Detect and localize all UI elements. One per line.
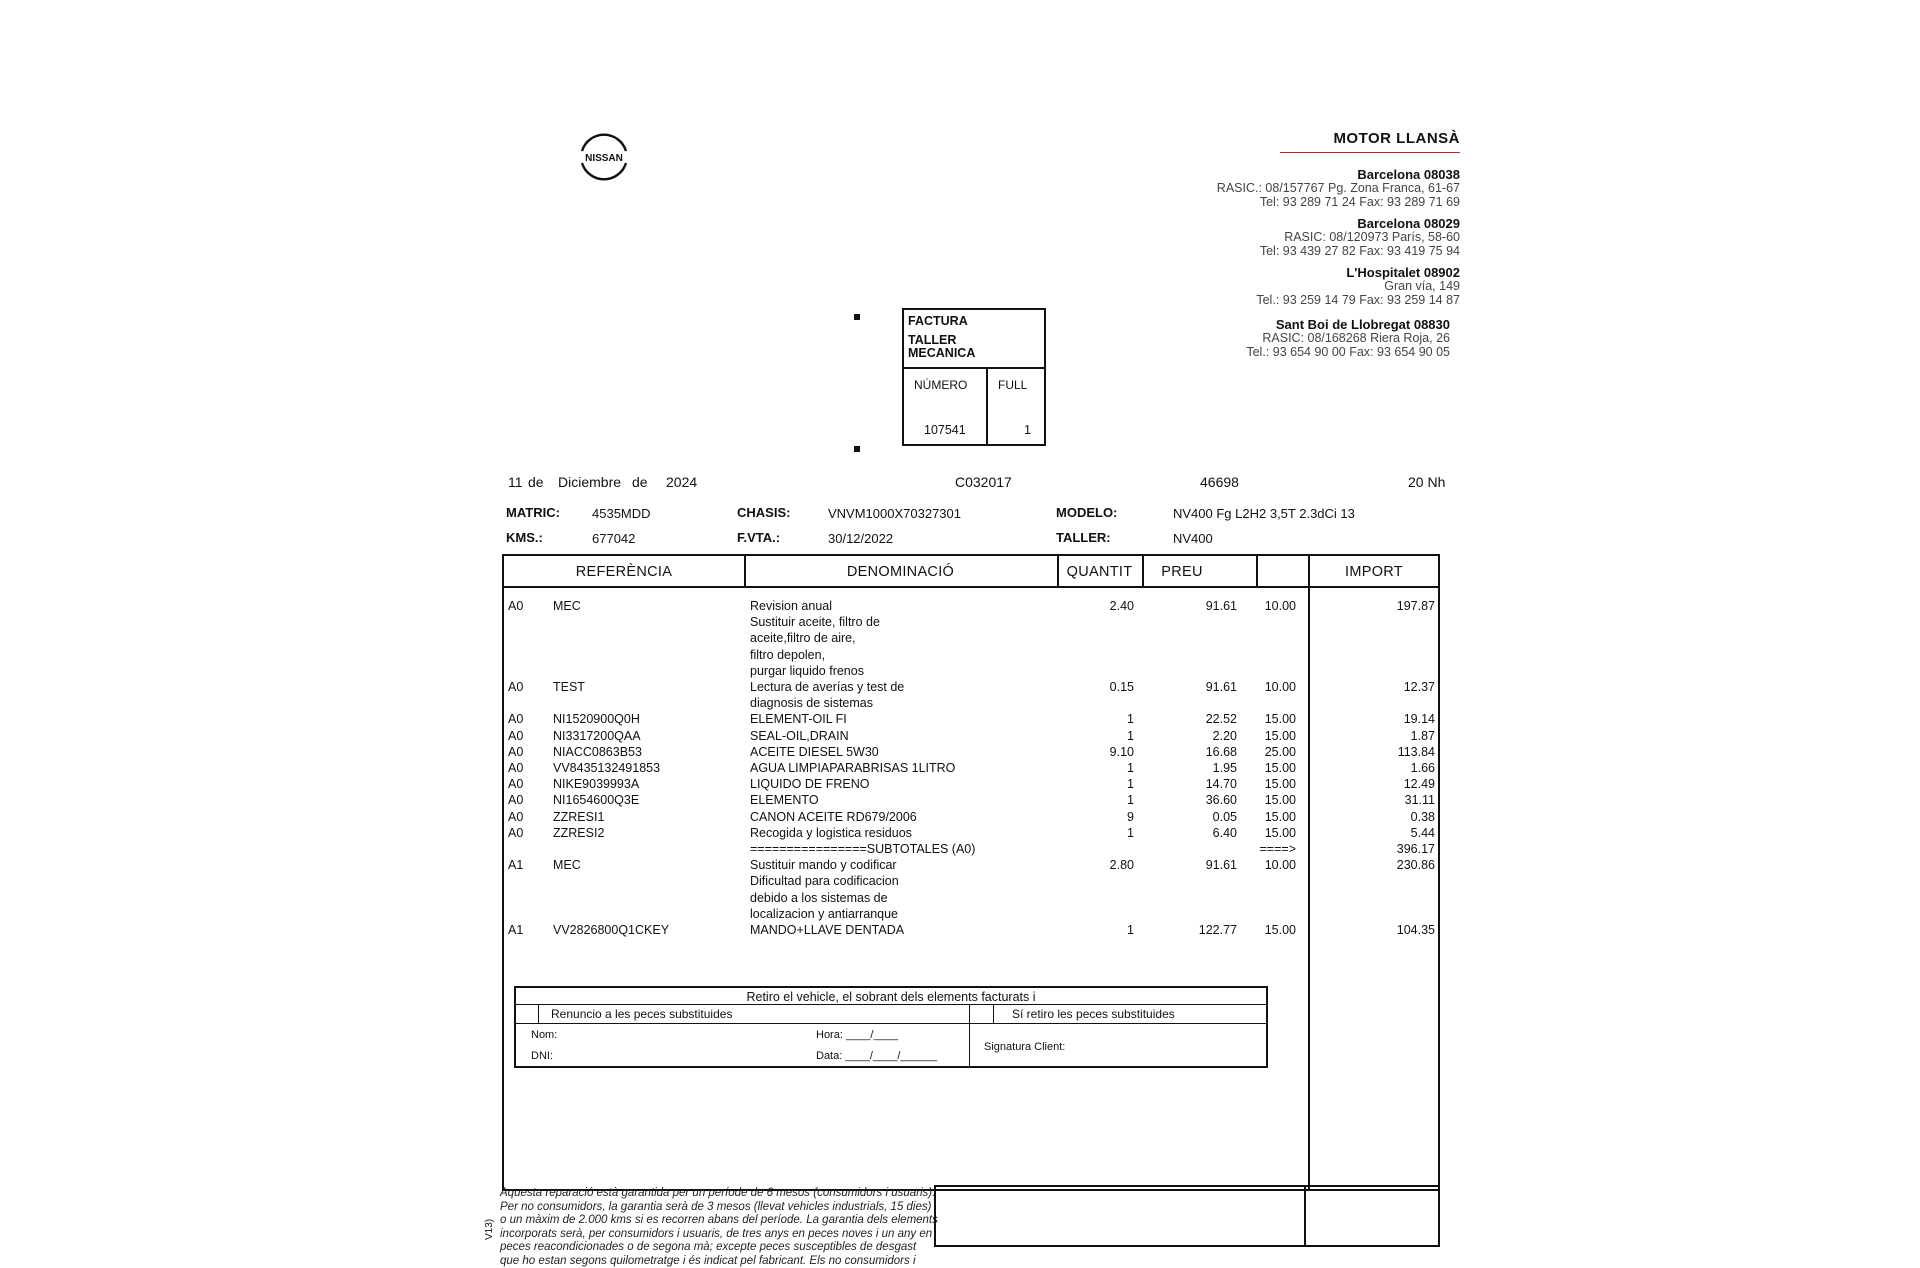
row-reference: VV2826800Q1CKEY bbox=[553, 923, 669, 937]
row-description: debido a los sistemas de bbox=[750, 891, 888, 905]
hora-field: Hora: ____/____ bbox=[816, 1029, 898, 1041]
row-reference: ZZRESI2 bbox=[553, 826, 604, 840]
row-reference: VV8435132491853 bbox=[553, 761, 660, 775]
retiro-checkbox[interactable] bbox=[993, 1004, 994, 1023]
row-description: Sustituir mando y codificar bbox=[750, 858, 897, 872]
row-group: A0 bbox=[508, 793, 523, 807]
kms-label: KMS.: bbox=[506, 530, 543, 545]
row-reference: ZZRESI1 bbox=[553, 810, 604, 824]
row-amount: 5.44 bbox=[1411, 826, 1435, 840]
row-reference: TEST bbox=[553, 680, 585, 694]
invoice-number-label: NÚMERO bbox=[914, 378, 967, 392]
row-group: A0 bbox=[508, 680, 523, 694]
invoice-lines-table bbox=[502, 554, 1440, 1191]
branch-address: RASIC.: 08/157767 Pg. Zona Franca, 61-67 bbox=[1217, 181, 1460, 195]
row-description: AGUA LIMPIAPARABRISAS 1LITRO bbox=[750, 761, 955, 775]
branch-phone: Tel: 93 289 71 24 Fax: 93 289 71 69 bbox=[1260, 195, 1460, 209]
row-description: CANON ACEITE RD679/2006 bbox=[750, 810, 917, 824]
row-description: aceite,filtro de aire, bbox=[750, 631, 856, 645]
row-description: diagnosis de sistemas bbox=[750, 696, 873, 710]
company-accent-line bbox=[1280, 152, 1460, 153]
row-group: A0 bbox=[508, 712, 523, 726]
client-number: 46698 bbox=[1200, 474, 1239, 490]
column-divider bbox=[1256, 556, 1258, 586]
guarantee-line: Per no consumidors, la garantia serà de 3 mesos (llevat vehicles industrials, 15 dies) bbox=[500, 1201, 940, 1215]
row-discount: 15.00 bbox=[1265, 777, 1296, 791]
branch-city: Barcelona 08029 bbox=[1357, 216, 1460, 231]
signatura-label: Signatura Client: bbox=[984, 1041, 1065, 1053]
row-discount: 15.00 bbox=[1265, 826, 1296, 840]
row-description: ELEMENT-OIL FI bbox=[750, 712, 847, 726]
row-reference: NIACC0863B53 bbox=[553, 745, 642, 759]
row-description: LIQUIDO DE FRENO bbox=[750, 777, 869, 791]
guarantee-line: incorporats serà, per consumidors i usuaris, de tres anys en peces noves i un any en bbox=[500, 1228, 940, 1242]
row-group: A0 bbox=[508, 729, 523, 743]
nissan-logo-text: NISSAN bbox=[585, 153, 623, 164]
invoice-subtitle: TALLER MECANICA bbox=[908, 334, 1018, 360]
header-quantit: QUANTIT bbox=[1057, 564, 1142, 580]
divider bbox=[986, 367, 988, 444]
date-day: 11 bbox=[508, 474, 523, 490]
parts-return-title: Retiro el vehicle, el sobrant dels elements facturats i bbox=[516, 990, 1266, 1004]
row-price: 91.61 bbox=[1206, 680, 1237, 694]
row-discount: ====> bbox=[1260, 842, 1297, 856]
renuncio-checkbox[interactable] bbox=[538, 1004, 539, 1023]
matric-value: 4535MDD bbox=[592, 506, 651, 521]
row-quantity: 1 bbox=[1127, 793, 1134, 807]
row-quantity: 9 bbox=[1127, 810, 1134, 824]
row-amount: 396.17 bbox=[1397, 842, 1435, 856]
date-year: 2024 bbox=[666, 474, 697, 490]
date-de: de bbox=[528, 474, 544, 490]
header-denominacio: DENOMINACIÓ bbox=[744, 564, 1057, 580]
row-discount: 15.00 bbox=[1265, 810, 1296, 824]
row-discount: 10.00 bbox=[1265, 858, 1296, 872]
branch-phone: Tel: 93 439 27 82 Fax: 93 419 75 94 bbox=[1260, 244, 1460, 258]
divider bbox=[969, 1004, 970, 1066]
branch-city: Sant Boi de Llobregat 08830 bbox=[1276, 317, 1450, 332]
date-month: Diciembre bbox=[558, 474, 621, 490]
row-amount: 197.87 bbox=[1397, 599, 1435, 613]
row-discount: 15.00 bbox=[1265, 729, 1296, 743]
row-quantity: 1 bbox=[1127, 923, 1134, 937]
row-reference: NI1520900Q0H bbox=[553, 712, 640, 726]
row-description: localizacion y antiarranque bbox=[750, 907, 898, 921]
row-group: A0 bbox=[508, 777, 523, 791]
column-divider bbox=[1308, 556, 1310, 1189]
row-amount: 113.84 bbox=[1398, 745, 1435, 759]
invoice-box bbox=[902, 308, 1046, 446]
row-quantity: 9.10 bbox=[1110, 745, 1134, 759]
branch-address: RASIC: 08/120973 París, 58-60 bbox=[1284, 230, 1460, 244]
fvta-value: 30/12/2022 bbox=[828, 531, 893, 546]
row-quantity: 1 bbox=[1127, 777, 1134, 791]
row-discount: 15.00 bbox=[1265, 793, 1296, 807]
taller-label: TALLER: bbox=[1056, 530, 1111, 545]
nissan-logo bbox=[574, 127, 634, 187]
row-amount: 12.49 bbox=[1404, 777, 1435, 791]
row-quantity: 1 bbox=[1127, 729, 1134, 743]
row-discount: 25.00 bbox=[1265, 745, 1296, 759]
row-price: 2.20 bbox=[1213, 729, 1237, 743]
registration-mark bbox=[854, 446, 860, 452]
row-description: Revision anual bbox=[750, 599, 832, 613]
modelo-label: MODELO: bbox=[1056, 505, 1117, 520]
guarantee-line: o un màxim de 2.000 kms si es recorren abans del període. La garantia dels elements bbox=[500, 1214, 940, 1228]
row-discount: 15.00 bbox=[1265, 761, 1296, 775]
row-price: 16.68 bbox=[1206, 745, 1237, 759]
row-description: Sustituir aceite, filtro de bbox=[750, 615, 880, 629]
header-preu: PREU bbox=[1142, 564, 1222, 580]
table-header-divider bbox=[504, 586, 1438, 588]
row-discount: 15.00 bbox=[1265, 712, 1296, 726]
data-field: Data: ____/____/______ bbox=[816, 1050, 937, 1062]
branch-phone: Tel.: 93 654 90 00 Fax: 93 654 90 05 bbox=[1246, 345, 1450, 359]
row-description: purgar liquido frenos bbox=[750, 664, 864, 678]
chasis-value: VNVM1000X70327301 bbox=[828, 506, 961, 521]
row-quantity: 1 bbox=[1127, 826, 1134, 840]
kms-value: 677042 bbox=[592, 531, 635, 546]
guarantee-text bbox=[500, 1187, 940, 1268]
branch-phone: Tel.: 93 259 14 79 Fax: 93 259 14 87 bbox=[1256, 293, 1460, 307]
side-code: V13) bbox=[484, 1219, 495, 1240]
row-description: filtro depolen, bbox=[750, 648, 825, 662]
matric-label: MATRIC: bbox=[506, 505, 560, 520]
row-amount: 104.35 bbox=[1397, 923, 1435, 937]
guarantee-line: Aquesta reparació està garantida per un període de 6 mesos (consumidors i usuaris). bbox=[500, 1187, 940, 1201]
row-price: 36.60 bbox=[1206, 793, 1237, 807]
row-description: ================SUBTOTALES (A0) bbox=[750, 842, 975, 856]
row-group: A1 bbox=[508, 858, 523, 872]
row-amount: 19.14 bbox=[1404, 712, 1435, 726]
row-discount: 10.00 bbox=[1265, 680, 1296, 694]
row-amount: 230.86 bbox=[1397, 858, 1435, 872]
row-reference: NIKE9039993A bbox=[553, 777, 639, 791]
divider bbox=[1304, 1187, 1306, 1245]
row-reference: NI1654600Q3E bbox=[553, 793, 639, 807]
invoice-title: FACTURA bbox=[908, 314, 968, 328]
row-discount: 15.00 bbox=[1265, 923, 1296, 937]
row-amount: 12.37 bbox=[1404, 680, 1435, 694]
row-amount: 1.87 bbox=[1411, 729, 1435, 743]
row-description: Recogida y logistica residuos bbox=[750, 826, 912, 840]
branch-city: Barcelona 08038 bbox=[1357, 167, 1460, 182]
header-referencia: REFERÈNCIA bbox=[524, 564, 724, 580]
row-price: 1.95 bbox=[1213, 761, 1237, 775]
chasis-label: CHASIS: bbox=[737, 505, 790, 520]
row-price: 0.05 bbox=[1213, 810, 1237, 824]
taller-value: NV400 bbox=[1173, 531, 1213, 546]
row-price: 91.61 bbox=[1206, 858, 1237, 872]
row-quantity: 1 bbox=[1127, 761, 1134, 775]
row-reference: MEC bbox=[553, 858, 581, 872]
divider bbox=[904, 367, 1044, 369]
row-price: 91.61 bbox=[1206, 599, 1237, 613]
fvta-label: F.VTA.: bbox=[737, 530, 780, 545]
guarantee-line: peces reacondicionades o de segona mà; excepte peces susceptibles de desgast bbox=[500, 1241, 940, 1255]
row-description: Dificultad para codificacion bbox=[750, 874, 899, 888]
company-name: MOTOR LLANSÀ bbox=[1333, 130, 1460, 147]
branch-address: Gran vía, 149 bbox=[1384, 279, 1460, 293]
row-price: 122.77 bbox=[1199, 923, 1237, 937]
row-price: 22.52 bbox=[1206, 712, 1237, 726]
divider bbox=[516, 1023, 1266, 1024]
nom-label: Nom: bbox=[531, 1029, 557, 1041]
row-quantity: 0.15 bbox=[1110, 680, 1134, 694]
modelo-value: NV400 Fg L2H2 3,5T 2.3dCi 13 bbox=[1173, 506, 1355, 521]
row-group: A0 bbox=[508, 761, 523, 775]
row-amount: 31.11 bbox=[1405, 793, 1435, 807]
row-reference: NI3317200QAA bbox=[553, 729, 641, 743]
row-group: A1 bbox=[508, 923, 523, 937]
row-price: 6.40 bbox=[1213, 826, 1237, 840]
guarantee-line: que ho estan segons quilometratge i és indicat pel fabricant. Els no consumidors i bbox=[500, 1255, 940, 1268]
row-quantity: 2.80 bbox=[1110, 858, 1134, 872]
row-description: MANDO+LLAVE DENTADA bbox=[750, 923, 904, 937]
dni-label: DNI: bbox=[531, 1050, 553, 1062]
invoice-page-label: FULL bbox=[998, 378, 1027, 392]
renuncio-label: Renuncio a les peces substituides bbox=[551, 1007, 732, 1021]
invoice-number: 107541 bbox=[924, 423, 966, 437]
retiro-label: Sí retiro les peces substituides bbox=[1012, 1007, 1175, 1021]
row-group: A0 bbox=[508, 745, 523, 759]
row-description: SEAL-OIL,DRAIN bbox=[750, 729, 849, 743]
row-price: 14.70 bbox=[1206, 777, 1237, 791]
registration-mark bbox=[854, 314, 860, 320]
row-amount: 0.38 bbox=[1411, 810, 1435, 824]
row-description: ACEITE DIESEL 5W30 bbox=[750, 745, 879, 759]
header-import: IMPORT bbox=[1308, 564, 1440, 580]
row-group: A0 bbox=[508, 599, 523, 613]
parts-return-box bbox=[514, 986, 1268, 1068]
row-amount: 1.66 bbox=[1411, 761, 1435, 775]
branch-city: L'Hospitalet 08902 bbox=[1346, 265, 1460, 280]
row-group: A0 bbox=[508, 826, 523, 840]
divider bbox=[516, 1004, 1266, 1005]
row-quantity: 1 bbox=[1127, 712, 1134, 726]
workshop-code: 20 Nh bbox=[1408, 474, 1445, 490]
branch-address: RASIC: 08/168268 Riera Roja, 26 bbox=[1262, 331, 1450, 345]
row-description: ELEMENTO bbox=[750, 793, 819, 807]
row-quantity: 2.40 bbox=[1110, 599, 1134, 613]
row-description: Lectura de averías y test de bbox=[750, 680, 904, 694]
row-group: A0 bbox=[508, 810, 523, 824]
date-de: de bbox=[632, 474, 648, 490]
row-discount: 10.00 bbox=[1265, 599, 1296, 613]
invoice-code: C032017 bbox=[955, 474, 1012, 490]
invoice-page: 1 bbox=[1024, 423, 1031, 437]
row-reference: MEC bbox=[553, 599, 581, 613]
totals-box bbox=[934, 1185, 1440, 1247]
